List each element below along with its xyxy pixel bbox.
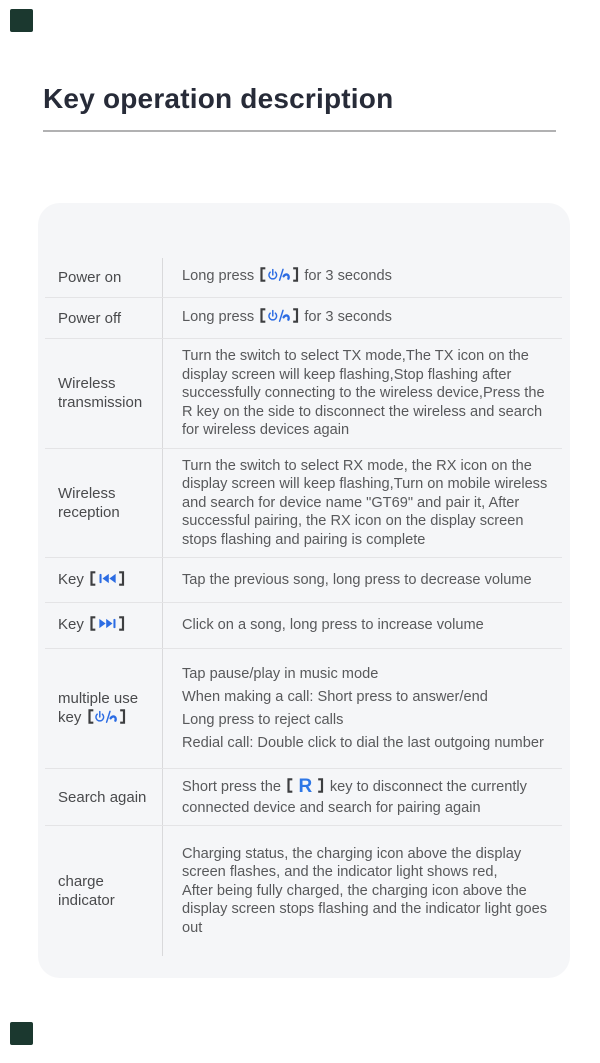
text-segment: multiple use key — [58, 689, 139, 726]
table-row-power-off — [45, 298, 562, 339]
description-line — [182, 571, 558, 590]
corner-mark-bottom — [10, 1022, 33, 1045]
row-label — [45, 298, 162, 338]
row-description — [162, 649, 562, 768]
table-row-key-next — [45, 603, 562, 649]
text-segment: When making a call: Short press to answer/end — [182, 688, 488, 705]
text-segment: Click on a song, long press to increase volume — [182, 617, 484, 633]
row-label — [45, 339, 162, 448]
table-row-wireless-transmission — [45, 339, 562, 449]
description-line — [182, 616, 558, 635]
description-line — [182, 777, 558, 817]
description-line — [182, 308, 558, 329]
row-label — [45, 558, 162, 602]
text-segment: Short press the — [182, 779, 286, 795]
bracket-open — [89, 616, 97, 636]
bracket-open — [259, 267, 267, 288]
description-line — [182, 686, 558, 709]
text-segment: Key — [58, 616, 89, 633]
description-line — [182, 882, 558, 938]
row-description — [162, 769, 562, 825]
bracket-open — [286, 778, 294, 799]
bracket-open — [87, 709, 95, 729]
text-segment: key to disconnect the currently connected device and search for pairing again — [182, 779, 527, 816]
text-segment: Turn the switch to select TX mode,The TX icon on the display screen will keep flashing,Stop flashing after successfully connecting to the wireless device,Press the R key on the side to disconnect the wireless and search for wireless devices again — [182, 348, 545, 438]
text-segment: Turn the switch to select RX mode, the RX icon on the display screen will keep flashing,Turn on mobile wireless and search for device name "GT69" and pair it, After successful pairing, the RX icon on the display screen stops flashing and pairing is complete — [182, 457, 548, 548]
description-line — [182, 267, 558, 288]
text-segment: Power off — [58, 309, 122, 327]
row-label-text — [58, 268, 121, 287]
table-row-search-again — [45, 769, 562, 826]
row-description — [162, 298, 562, 338]
table-row-key-previous — [45, 558, 562, 603]
key-operations-card — [38, 203, 570, 978]
text-segment: Tap the previous song, long press to decrease volume — [182, 571, 532, 588]
row-label-text — [58, 484, 158, 522]
description-line — [182, 845, 558, 882]
text-segment: Wireless transmission — [58, 375, 143, 412]
bracket-open — [89, 571, 97, 591]
description-line — [182, 663, 558, 686]
next-track-icon — [98, 615, 117, 634]
corner-mark-top — [10, 9, 33, 32]
row-label — [45, 649, 162, 768]
prev-track-icon — [98, 570, 117, 589]
text-segment: charge indicator — [58, 873, 115, 909]
row-label — [45, 603, 162, 648]
table-row-charge-indicator — [45, 826, 562, 956]
text-segment: for 3 seconds — [300, 268, 392, 284]
row-description — [162, 449, 562, 558]
text-segment: Power on — [58, 269, 122, 286]
row-label-text — [58, 570, 126, 591]
text-segment: Tap pause/play in music mode — [182, 665, 379, 682]
row-description — [162, 339, 562, 448]
bracket-close — [118, 571, 126, 591]
title-divider — [43, 130, 556, 132]
power-phone-icon — [268, 308, 291, 327]
row-description — [162, 603, 562, 648]
power-phone-icon — [95, 708, 118, 727]
bracket-close — [317, 778, 325, 799]
bracket-open — [259, 308, 267, 329]
text-segment: for 3 seconds — [300, 308, 392, 325]
table-row-wireless-reception — [45, 449, 562, 559]
row-label-text — [58, 788, 146, 807]
text-segment: Wireless reception — [58, 484, 120, 521]
row-label-text — [58, 309, 121, 328]
power-phone-icon — [268, 267, 291, 286]
text-segment: Long press to reject calls — [182, 711, 344, 728]
bracket-close — [292, 267, 300, 288]
text-segment: Redial call: Double click to dial the last outgoing number — [182, 734, 544, 751]
text-segment: Search again — [58, 788, 147, 806]
row-label-text — [58, 872, 158, 910]
description-line — [182, 732, 558, 755]
table-row-power-on — [45, 258, 562, 298]
text-segment: Charging status, the charging icon above the display screen flashes, and the indicator light shows red, — [182, 845, 522, 881]
key-operations-table — [45, 258, 562, 956]
row-label-text — [58, 374, 158, 412]
text-segment: Key — [58, 570, 89, 588]
row-label — [45, 258, 162, 297]
row-description — [162, 826, 562, 956]
row-description — [162, 558, 562, 602]
table-row-multiple-use-key — [45, 649, 562, 769]
text-segment: Long press — [182, 308, 259, 325]
bracket-close — [292, 308, 300, 329]
row-label — [45, 769, 162, 825]
page-title: Key operation description — [43, 83, 394, 114]
row-label-text — [58, 615, 126, 636]
row-description — [162, 258, 562, 297]
description-line — [182, 709, 558, 732]
text-segment: After being fully charged, the charging icon above the display screen stops flashing and the indicator light goes out — [182, 882, 548, 936]
bracket-close — [118, 616, 126, 636]
description-line — [182, 347, 558, 440]
row-label-text — [58, 689, 158, 729]
description-line — [182, 457, 558, 550]
r-key-label: R — [298, 776, 313, 797]
row-label — [45, 826, 162, 956]
text-segment: Long press — [182, 268, 259, 284]
bracket-close — [119, 709, 127, 729]
row-label — [45, 449, 162, 558]
